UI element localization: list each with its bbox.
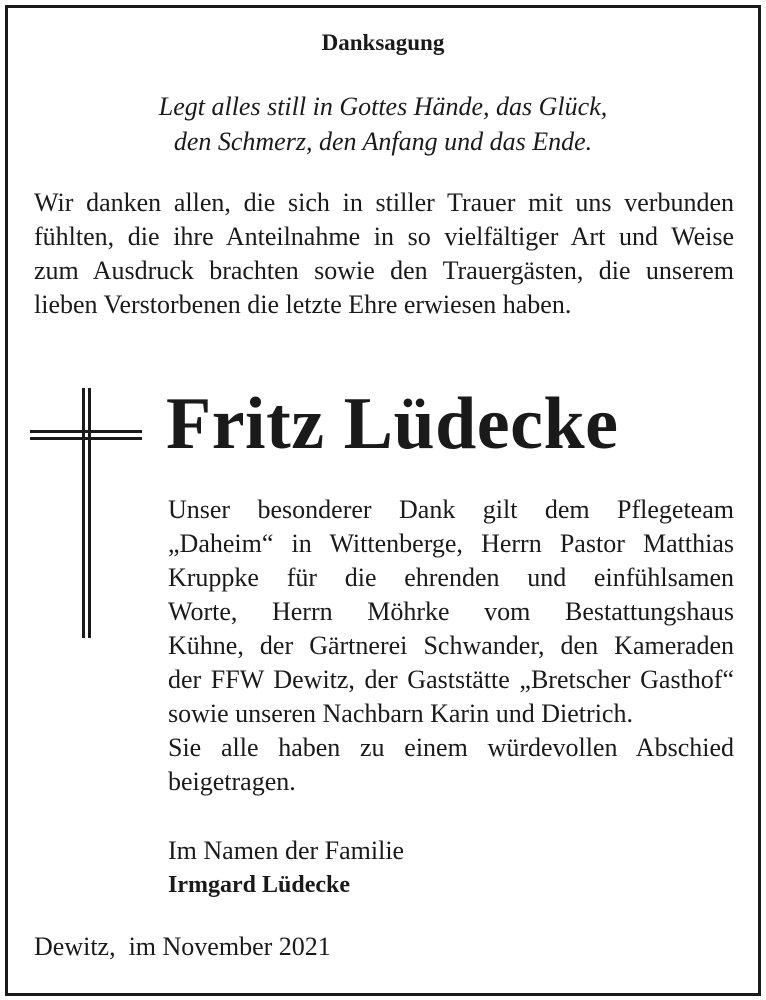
thanks-line-7: sowie unseren Nachbarn Karin und Dietrich. (168, 699, 633, 728)
notice-heading: Danksagung (321, 30, 445, 55)
thanks-line-6: der FFW Dewitz, der Gaststätte „Bretscher Gasthof“ (168, 665, 734, 694)
thanks-line-3: Kruppke für die ehrenden und einfühlsamen (168, 563, 734, 592)
intro-line-2: fühlten, die ihre Anteilnahme in so vielfältiger Art und Weise (34, 222, 734, 251)
intro-line-4: lieben Verstorbenen die letzte Ehre erwiesen haben. (34, 290, 572, 319)
thanks-line-1: Unser besonderer Dank gilt dem Pflegeteam (168, 495, 734, 524)
thanks-line-4: Worte, Herrn Möhrke vom Bestattungshaus (168, 597, 734, 626)
verse-line-1: Legt alles still in Gottes Hände, das Glück, (158, 92, 608, 121)
signature-name: Irmgard Lüdecke (168, 872, 350, 898)
cross-icon (30, 388, 142, 638)
thanks-line-2: „Daheim“ in Wittenberge, Herrn Pastor Matthias (168, 529, 734, 558)
verse-line-2: den Schmerz, den Anfang und das Ende. (173, 127, 593, 156)
signature-intro: Im Namen der Familie (168, 836, 405, 865)
intro-line-3: zum Ausdruck brachten sowie den Trauergästen, die unserem (34, 256, 734, 285)
thanks-line-5: Kühne, der Gärtnerei Schwander, den Kameraden (168, 631, 734, 660)
intro-line-1: Wir danken allen, die sich in stiller Trauer mit uns verbunden (34, 188, 734, 217)
place-date: Dewitz, im November 2021 (34, 932, 331, 961)
deceased-name: Fritz Lüdecke (166, 383, 619, 465)
thanks-line-9: beigetragen. (168, 767, 296, 796)
thanks-line-8: Sie alle haben zu einem würdevollen Abschied (168, 733, 734, 762)
